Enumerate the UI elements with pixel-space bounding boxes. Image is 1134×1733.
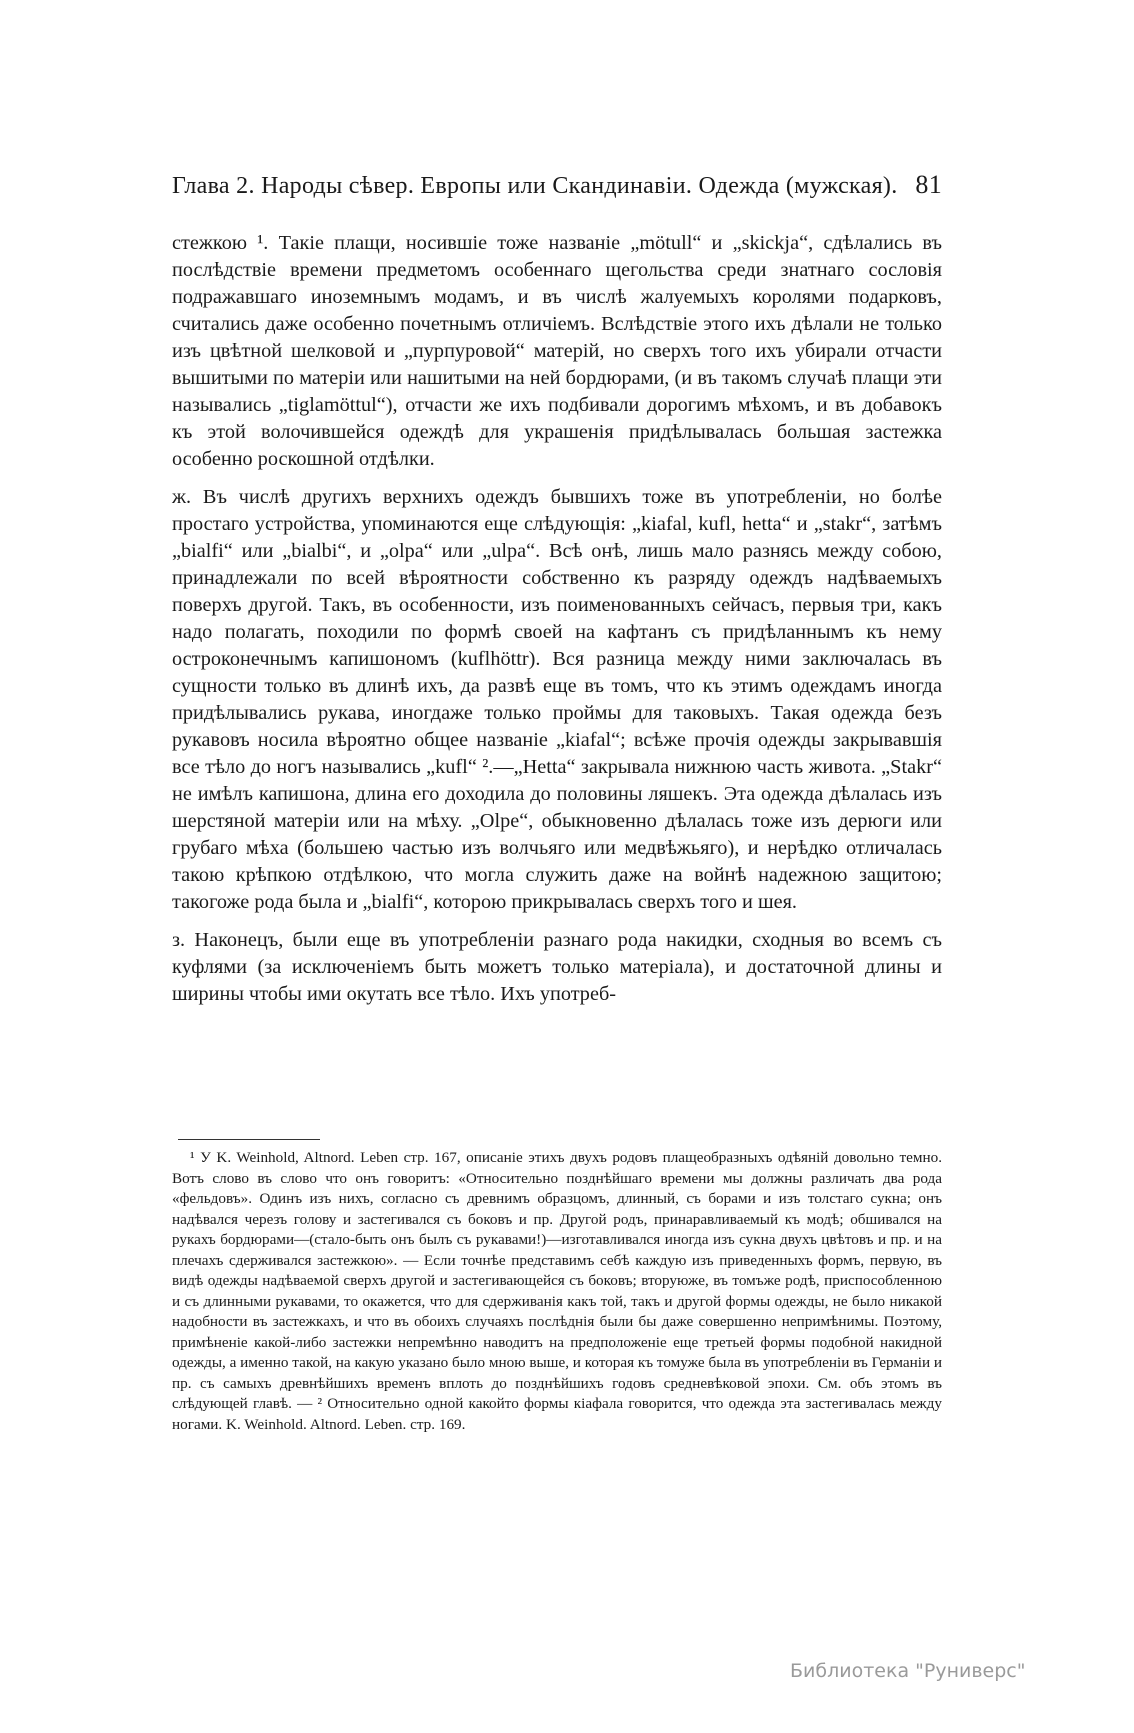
footnote-divider [178,1139,320,1140]
page-number: 81 [915,170,942,199]
library-watermark: Библиотека "Руниверс" [790,1660,1026,1682]
running-header [172,170,942,200]
footnotes [172,1148,942,1435]
footnote: ¹ У K. Weinhold, Altnord. Leben стр. 167, описаніе этихъ двухъ родовъ плащеобразныхъ одѣяній довольно темно. Вотъ слово въ слово что онъ говоритъ: «Относительно позднѣйшаго времени мы должны различать два рода «фельдовъ». Одинъ изъ нихъ, согласно съ древнимъ образцомъ, длинный, съ борами и изъ толстаго сукна; онъ надѣвался черезъ голову и застегивался съ боковъ и пр. Другой родъ, принаравливаемый къ модѣ; обшивался на рукахъ бордюрами—(стало-быть онъ былъ съ рукавами!)—изготавливался иногда изъ сукна двухъ цвѣтовъ и пр. и на плечахъ сдерживался застежкою». — Если точнѣе представимъ себѣ каждую изъ приведенныхъ формъ, первую, въ видѣ одежды надѣваемой сверхъ другой и застегивающейся съ боковъ; вторуюже, въ томъже родѣ, приспособленною и съ длинными рукавами, то окажется, что для сдерживанія какъ той, такъ и другой формы одежды, не было никакой надобности въ застежкахъ, и что въ обоихъ случаяхъ послѣднія были бы даже совершенно непримѣнимы. Поэтому, примѣненіе какой-либо застежки непремѣнно наводитъ на предположеніе еще третьей формы подобной накидной одежды, а именно такой, на какую указано было мною выше, и которая къ томуже была въ употребленіи въ Германіи и пр. съ самыхъ древнѣйшихъ временъ вплоть до позднѣйшихъ годовъ средневѣковой эпохи. См. объ этомъ въ слѣдующей главѣ. — ² Относительно одной какойто формы кіафала говорится, что одежда эта застегивалась между ногами. K. Weinhold. Altnord. Leben. стр. 169. [172,1149,942,1433]
paragraph: ж. Въ числѣ другихъ верхнихъ одеждъ бывшихъ тоже въ употребленіи, но болѣе простаго устройства, упоминаются еще слѣдующія: „kiafal, kufl, hetta“ и „stakr“, затѣмъ „bialfi“ или „bialbi“, и „olpa“ или „ulpa“. Всѣ онѣ, лишь мало разнясь между собою, принадлежали по всей вѣроятности собственно къ разряду одеждъ надѣваемыхъ поверхъ другой. Такъ, въ особенности, изъ поименованныхъ сейчасъ, первыя три, какъ надо полагать, походили по формѣ своей на кафтанъ съ придѣланнымъ къ нему остроконечнымъ капишономъ (kuflhöttr). Вся разница между ними заключалась въ сущности только въ длинѣ ихъ, да развѣ еще въ томъ, что къ этимъ одеждамъ иногда придѣлывались рукава, иногдаже только проймы для таковыхъ. Такая одежда безъ рукавовъ носила вѣроятно общее названіе „kiafal“; всѣже прочія одежды закрывавшія все тѣло до ногъ назывались „kufl“ ².—„Hetta“ закрывала нижнюю часть живота. „Stakr“ не имѣлъ капишона, длина его доходила до половины ляшекъ. Эта одежда дѣлалась изъ шерстяной матеріи или на мѣху. „Olpe“, обыкновенно дѣлалась тоже изъ дерюги или грубаго мѣха (большею частью изъ волчьяго или медвѣжьяго), и нерѣдко отличалась такою крѣпкою отдѣлкою, что могла служить даже на войнѣ надежною защитою; такогоже рода была и „bialfi“, которою прикрывалась сверхъ того и шея. [172,486,942,913]
paragraph: стежкою ¹. Такіе плащи, носившіе тоже названіе „mötull“ и „skickja“, сдѣлались въ послѣдствіе времени предметомъ особеннаго щегольства среди знатнаго сословія подражавшаго иноземнымъ модамъ, и въ числѣ жалуемыхъ королями подарковъ, считались даже особенно почетнымъ отличіемъ. Вслѣдствіе этого ихъ дѣлали не только изъ цвѣтной шелковой и „пурпуровой“ матерій, но сверхъ того ихъ убирали отчасти вышитыми по матеріи или нашитыми на ней бордюрами, (и въ такомъ случаѣ плащи эти назывались „tiglamöttul“), отчасти же ихъ подбивали дорогимъ мѣхомъ, и въ добавокъ къ этой волочившейся одеждѣ для украшенія придѣлывалась большая застежка особенно роскошной отдѣлки. [172,232,942,470]
paragraph: з. Наконецъ, были еще въ употребленіи разнаго рода накидки, сходныя во всемъ съ куфлями (за исключеніемъ быть можетъ только матеріала), и достаточной длины и ширины чтобы ими окутать все тѣло. Ихъ употреб- [172,929,942,1005]
main-text [172,230,942,1008]
running-title: Глава 2. Народы сѣвер. Европы или Скандинавіи. Одежда (мужская). [172,173,898,199]
